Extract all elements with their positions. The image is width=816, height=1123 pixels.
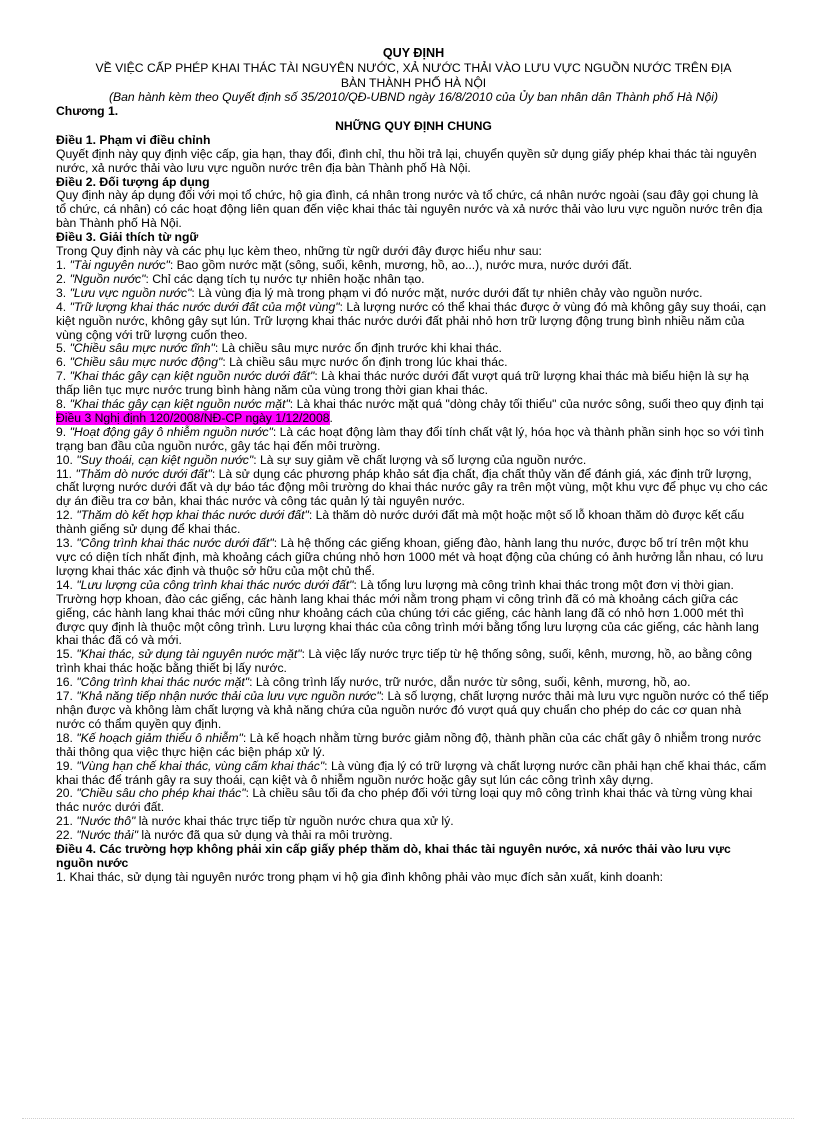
definition-text: : Chỉ các dạng tích tụ nước tự nhiên hoặc nhân tạo. <box>145 271 425 286</box>
definition-text: : Là chiều sâu mực nước ổn định trong lúc khai thác. <box>222 355 508 370</box>
definition-term: "Kế hoạch giảm thiểu ô nhiễm" <box>76 730 243 745</box>
definition-number: 12. <box>56 508 77 523</box>
definition-number: 21. <box>56 814 77 829</box>
definition-number: 6. <box>56 355 70 370</box>
definition-number: 20. <box>56 786 77 801</box>
definition-number: 3. <box>56 285 70 300</box>
definition-number: 10. <box>56 452 77 467</box>
definition-text: là nước đã qua sử dụng và thải ra môi trường. <box>138 828 393 843</box>
definition-item <box>56 787 771 815</box>
definition-number: 13. <box>56 536 77 551</box>
definition-item <box>56 676 771 690</box>
definition-text: Trường hợp khoan, đào các giếng, các hành lang khai thác mới nằm trong phạm vi công trình đã có mà khoảng cách giữa các giếng, các hành lang khai thác mới cũng như khoảng cách của chúng tới các giếng, các hành lang đã có nhỏ hơn 1.000 mét thì được quy định là thuộc một công trình. Lưu lượng khai thác của công trình mới bằng tổng lưu lượng của các giếng, các hành lang khai thác đã có và mới. <box>56 591 759 648</box>
definition-term: "Nước thải" <box>76 828 139 843</box>
article-1-title: Điều 1. Phạm vi điều chỉnh <box>56 132 211 147</box>
document-subtitle-line-1: VỀ VIỆC CẤP PHÉP KHAI THÁC TÀI NGUYÊN NƯỚC, XẢ NƯỚC THẢI VÀO LƯU VỰC NGUỒN NƯỚC TRÊN ĐỊA <box>95 61 732 75</box>
definition-text: : Bao gồm nước mặt (sông, suối, kênh, mương, hồ, ao...), nước mưa, nước dưới đất. <box>169 257 633 272</box>
definition-text: : Là kế hoạch nhằm từng bước giảm nồng độ, thành phần của các chất gây ô nhiễm trong nước thải thông qua việc thực hiện các biện pháp xử lý. <box>56 730 761 759</box>
definition-term: "Lưu vực nguồn nước" <box>69 285 192 300</box>
definition-item <box>56 273 771 287</box>
definition-text: : Là vùng địa lý có trữ lượng và chất lượng nước cần phải hạn chế khai thác, cấm khai thác để tránh gây ra suy thoái, cạn kiệt và ô nhiễm nguồn nước hoặc gây sụt lún các công trình xây dựng. <box>56 758 767 787</box>
definition-term: "Thăm dò nước dưới đất" <box>75 466 212 481</box>
definition-text: : Là khai thác nước dưới đất vượt quá trữ lượng khai thác mà biểu hiện là sự hạ thấp liên tục mực nước trung bình hàng năm của vùng trong thời gian khai thác. <box>56 369 749 398</box>
definition-text: : Là việc lấy nước trực tiếp từ hệ thống sông, suối, kênh, mương, hồ, ao bằng công trình khai thác hoặc bằng thiết bị lấy nước. <box>56 647 752 676</box>
definition-item <box>56 370 771 398</box>
definition-number: 16. <box>56 675 77 690</box>
definition-item <box>56 593 771 649</box>
definition-item <box>56 356 771 370</box>
definition-term: "Công trình khai thác nước dưới đất" <box>76 536 274 551</box>
definition-item <box>56 301 771 343</box>
definition-term: "Nước thô" <box>76 814 136 829</box>
definition-term: "Vùng hạn chế khai thác, vùng cấm khai thác" <box>76 758 325 773</box>
definition-term: "Khai thác gây cạn kiệt nguồn nước dưới đất" <box>69 369 315 384</box>
article-2-title: Điều 2. Đối tượng áp dụng <box>56 174 210 189</box>
definition-item <box>56 732 771 760</box>
document-page <box>56 46 771 885</box>
definition-text: : Là chiều sâu mực nước ổn định trước khi khai thác. <box>214 341 502 356</box>
article-4-title: Điều 4. Các trường hợp không phải xin cấp giấy phép thăm dò, khai thác tài nguyên nước, xả nước thải vào lưu vực nguồn nước <box>56 842 731 870</box>
definition-term: "Chiều sâu mực nước động" <box>69 355 223 370</box>
definition-number: 1. <box>56 257 70 272</box>
definition-text: : Là tổng lưu lượng mà công trình khai thác trong một đơn vị thời gian. <box>353 577 734 592</box>
definition-text: : Là các hoạt động làm thay đổi tính chất vật lý, hóa học và thành phần sinh học so với tình trạng ban đầu của nguồn nước, gây tác hại đến môi trường. <box>56 424 764 453</box>
highlighted-reference: Điều 3 Nghị định 120/2008/NĐ-CP ngày 1/12/2008 <box>56 410 330 425</box>
definition-term: "Tài nguyên nước" <box>69 257 170 272</box>
definition-number: 17. <box>56 689 77 704</box>
definition-item <box>56 259 771 273</box>
definition-text: là nước khai thác trực tiếp từ nguồn nước chưa qua xử lý. <box>135 814 454 829</box>
definition-number: 2. <box>56 271 70 286</box>
definition-item <box>56 579 771 593</box>
definition-item <box>56 454 771 468</box>
definition-text: : Là thăm dò nước dưới đất mà một hoặc một số lỗ khoan thăm dò được kết cấu thành giếng sử dụng để khai thác. <box>56 508 745 537</box>
definition-text: : Là khai thác nước mặt quá "dòng chảy tối thiểu" của nước sông, suối theo quy định tại <box>289 397 764 412</box>
definition-text: : Là vùng địa lý mà trong phạm vi đó nước mặt, nước dưới đất tự nhiên chảy vào nguồn nước. <box>191 285 703 300</box>
definition-item <box>56 342 771 356</box>
definition-item <box>56 537 771 579</box>
definition-number: 4. <box>56 299 70 314</box>
definition-text: : Là lượng nước có thể khai thác được ở vùng đó mà không gây suy thoái, cạn kiệt nguồn nước, không gây sụt lún. Trữ lượng khai thác nước dưới đất phải nhỏ hơn trữ lượng động trung bình nhiều năm của vùng cộng với trữ lượng cuốn theo. <box>56 299 767 342</box>
definition-item <box>56 468 771 510</box>
definition-term: "Công trình khai thác nước mặt" <box>76 675 250 690</box>
definition-item <box>56 829 771 843</box>
article-2-text: Quy định này áp dụng đối với mọi tổ chức, hộ gia đình, cá nhân trong nước và tổ chức, cá nhân nước ngoài (sau đây gọi chung là tổ chức, cá nhân) có các hoạt động liên quan đến việc khai thác tài nguyên nước và xả nước thải vào lưu vực nguồn nước trên địa bàn Thành phố Hà Nội. <box>56 188 763 231</box>
definition-item <box>56 815 771 829</box>
definition-number: 11. <box>56 466 76 481</box>
article-1-text: Quyết định này quy định việc cấp, gia hạn, thay đổi, đình chỉ, thu hồi trả lại, chuyển quyền sử dụng giấy phép khai thác tài nguyên nước, xả nước thải vào lưu vực nguồn nước trên địa bàn Thành phố Hà Nội. <box>56 146 757 175</box>
definition-number: 14. <box>56 577 77 592</box>
definition-item <box>56 509 771 537</box>
document-title: QUY ĐỊNH <box>382 46 445 60</box>
definition-term: "Chiều sâu mực nước tĩnh" <box>69 341 215 356</box>
definition-term: "Chiều sâu cho phép khai thác" <box>76 786 246 801</box>
definition-item <box>56 690 771 732</box>
definition-number: 15. <box>56 647 77 662</box>
definition-text: : Là công trình lấy nước, trữ nước, dẫn nước từ sông, suối, kênh, mương, hồ, ao. <box>249 675 691 690</box>
chapter-number: Chương 1. <box>56 104 119 118</box>
definition-term: "Lưu lượng của công trình khai thác nước dưới đất" <box>76 577 354 592</box>
chapter-name: NHỮNG QUY ĐỊNH CHUNG <box>335 118 492 133</box>
definition-text: : Là hệ thống các giếng khoan, giếng đào, hành lang thu nước, được bố trí trên một khu vực có diện tích nhất định, mà khoảng cách giữa chúng nhỏ hơn 1000 mét và hoạt động của chúng có ảnh hưởng lẫn nhau, có lưu lượng khai thác xác định và thuộc sở hữu của một chủ thể. <box>56 536 764 578</box>
definition-number: 8. <box>56 397 70 412</box>
definition-text: : Là chiều sâu tối đa cho phép đối với từng loại quy mô công trình khai thác và từng vùng khai thác nước dưới đất. <box>56 786 753 815</box>
article-3-title: Điều 3. Giải thích từ ngữ <box>56 230 199 245</box>
definition-term: "Khai thác, sử dụng tài nguyên nước mặt" <box>76 647 302 662</box>
definition-text: : Là số lượng, chất lượng nước thải mà lưu vực nguồn nước có thể tiếp nhận được và không làm chất lượng và khả năng chứa của nguồn nước đó vượt quá quy chuẩn cho phép do các cơ quan nhà nước có thẩm quyền quy định. <box>56 689 769 731</box>
definition-term: "Thăm dò kết hợp khai thác nước dưới đất" <box>76 508 309 523</box>
definition-number: 22. <box>56 828 77 843</box>
definition-term: "Trữ lượng khai thác nước dưới đất của một vùng" <box>69 299 340 314</box>
definition-number: 19. <box>56 758 77 773</box>
article-4-item-1: 1. Khai thác, sử dụng tài nguyên nước trong phạm vi hộ gia đình không phải vào mục đích sản xuất, kinh doanh: <box>56 869 663 884</box>
definition-term: "Suy thoái, cạn kiệt nguồn nước" <box>76 452 254 467</box>
article-3-intro: Trong Quy định này và các phụ lục kèm theo, những từ ngữ dưới đây được hiểu như sau: <box>56 244 542 259</box>
definition-item <box>56 398 771 426</box>
definition-text: : Là sự suy giảm về chất lượng và số lượng của nguồn nước. <box>253 452 587 467</box>
definition-term: "Khả năng tiếp nhận nước thải của lưu vực nguồn nước" <box>76 689 381 704</box>
definition-number: 7. <box>56 369 70 384</box>
definition-item <box>56 648 771 676</box>
definitions-list <box>56 259 771 843</box>
definition-term: "Khai thác gây cạn kiệt nguồn nước mặt" <box>69 397 290 412</box>
definition-term: "Hoạt động gây ô nhiễm nguồn nước" <box>69 424 273 439</box>
page-bottom-divider <box>22 1118 794 1119</box>
definition-item <box>56 760 771 788</box>
definition-term: "Nguồn nước" <box>69 271 146 286</box>
definition-item <box>56 287 771 301</box>
definition-item <box>56 426 771 454</box>
definition-text: : Là sử dụng các phương pháp khảo sát địa chất, địa chất thủy văn để đánh giá, xác định trữ lượng, chất lượng nước dưới đất và dự báo tác động môi trường do khai thác nước gây ra trên một vùng, một khu vực để phục vụ cho các dự án điều tra cơ bản, khai thác nước và công tác quản lý tài nguyên nước. <box>56 466 768 509</box>
definition-number: 18. <box>56 730 77 745</box>
definition-tail: . <box>329 410 333 425</box>
definition-number: 9. <box>56 424 70 439</box>
definition-number: 5. <box>56 341 70 356</box>
decree-reference: (Ban hành kèm theo Quyết định số 35/2010/QĐ-UBND ngày 16/8/2010 của Ủy ban nhân dân Thành phố Hà Nội) <box>108 90 719 104</box>
document-subtitle-line-2: BÀN THÀNH PHỐ HÀ NỘI <box>340 75 487 90</box>
